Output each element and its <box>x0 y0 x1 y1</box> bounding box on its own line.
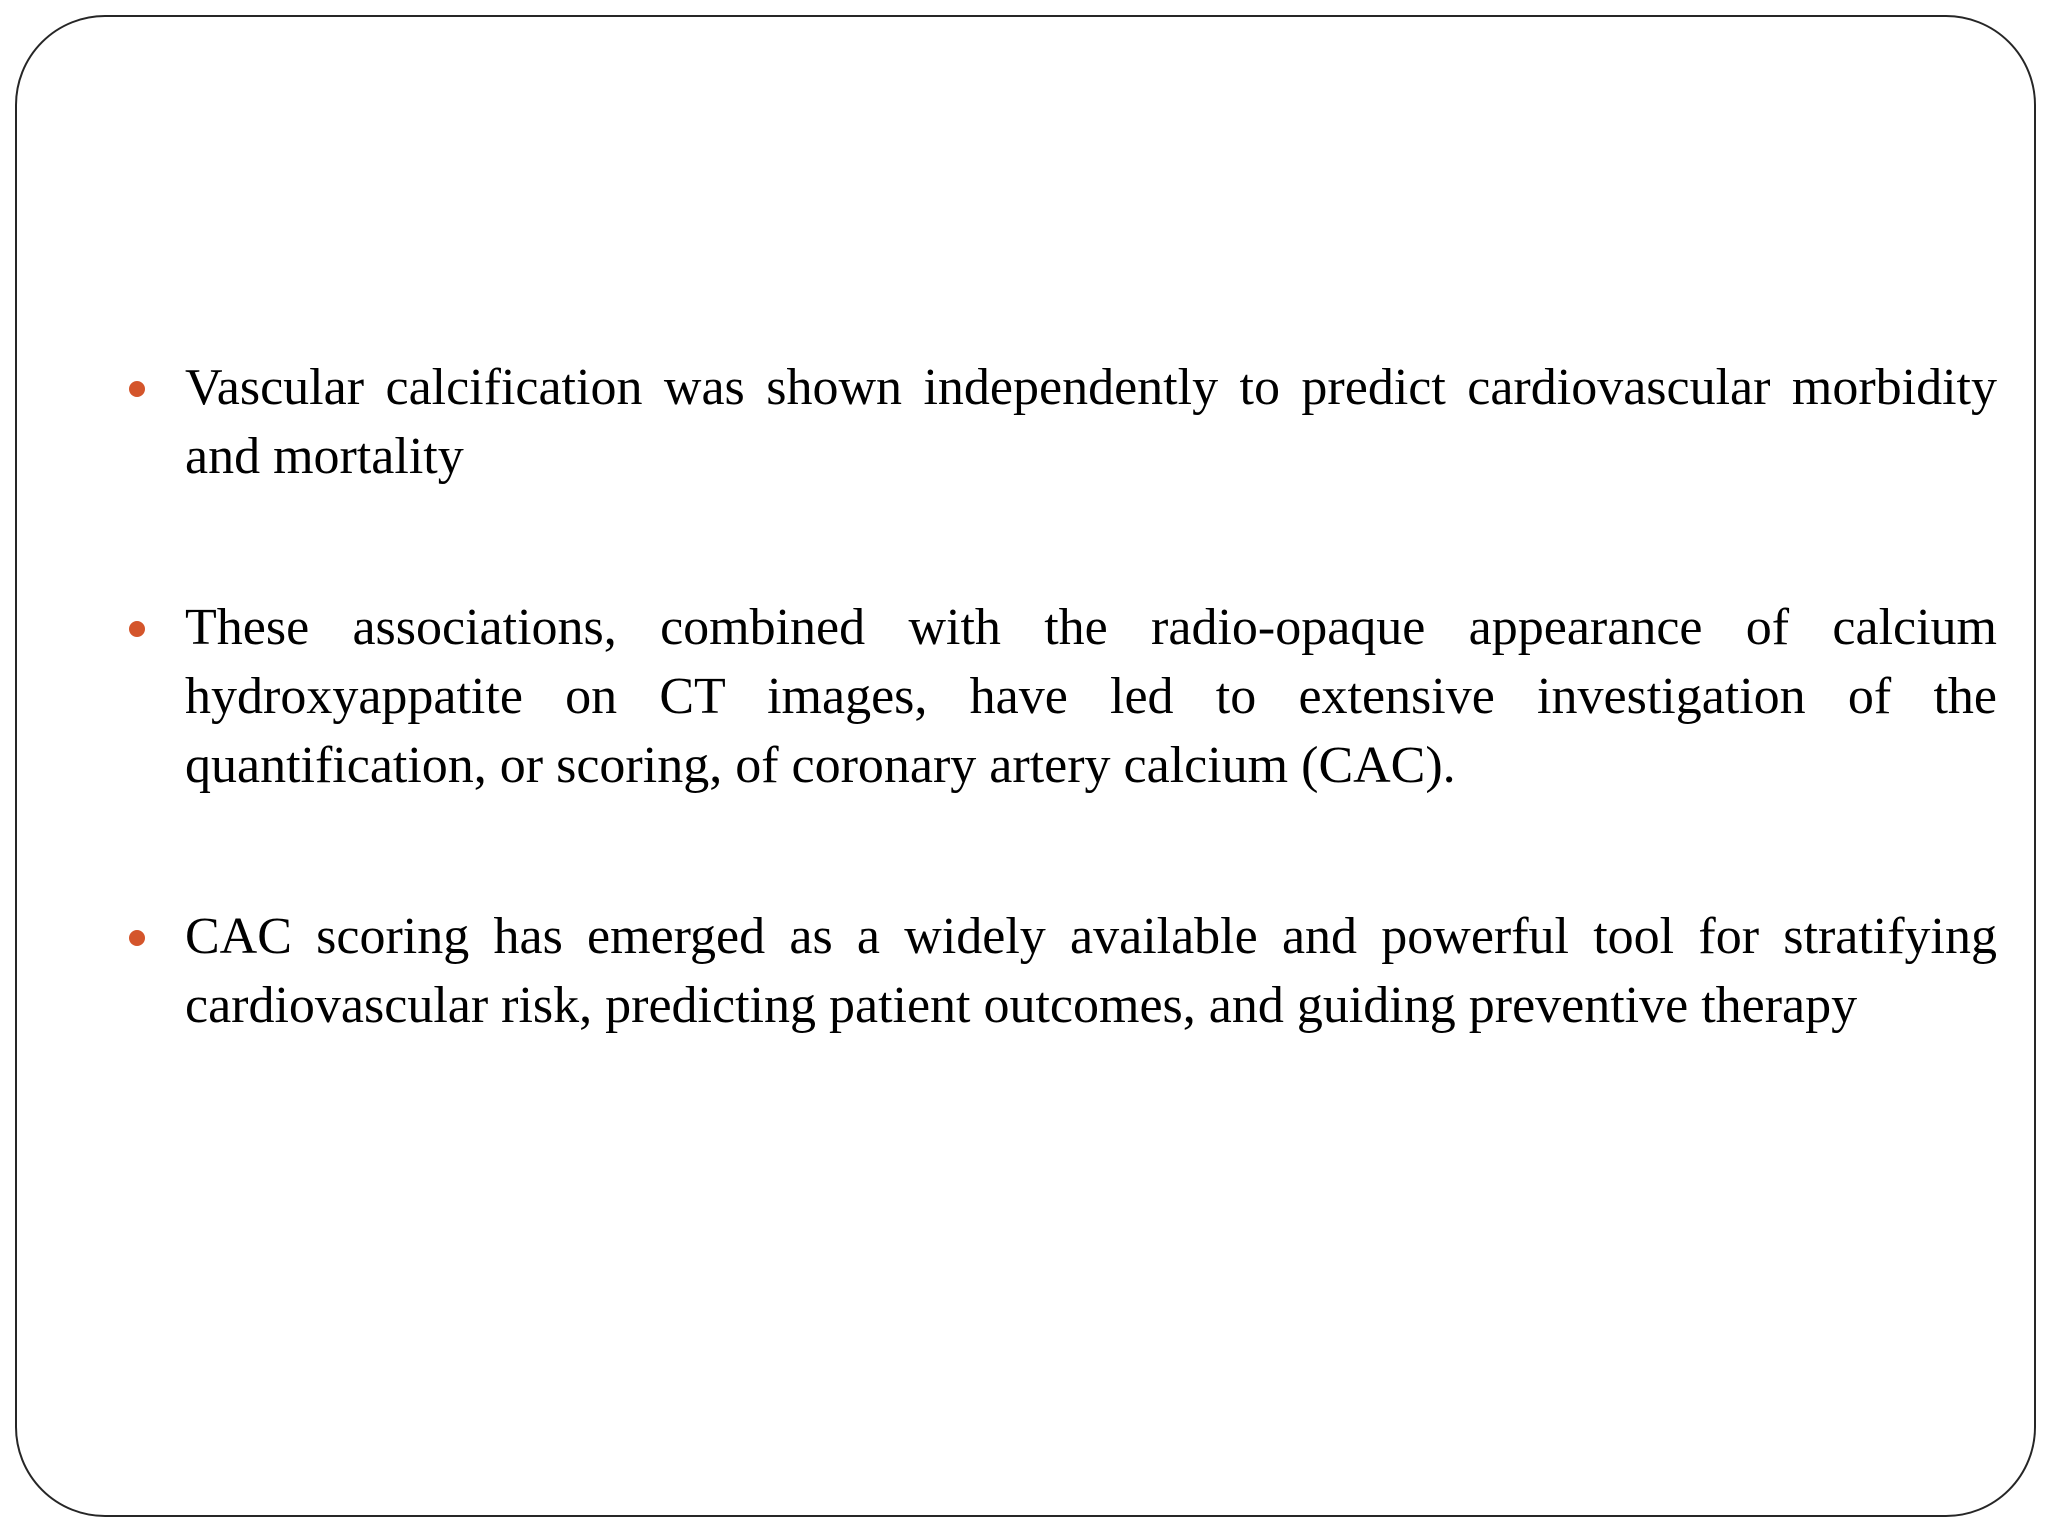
slide-frame <box>15 15 2036 1517</box>
bullet-list <box>121 353 1997 1142</box>
bullet-dot-icon <box>129 930 145 946</box>
bullet-text: These associations, combined with the radio-opaque appearance of calcium hydroxyappatite on CT images, have led to extensive investigation of the quantification, or scoring, of coronary artery calcium (CAC). <box>185 599 1997 794</box>
bullet-item <box>121 353 1997 491</box>
bullet-item <box>121 902 1997 1040</box>
bullet-text: Vascular calcification was shown independently to predict cardiovascular morbidity and mortality <box>185 359 1997 485</box>
bullet-item <box>121 593 1997 800</box>
bullet-text: CAC scoring has emerged as a widely available and powerful tool for stratifying cardiovascular risk, predicting patient outcomes, and guiding preventive therapy <box>185 908 1997 1034</box>
bullet-dot-icon <box>129 621 145 637</box>
bullet-dot-icon <box>129 381 145 397</box>
